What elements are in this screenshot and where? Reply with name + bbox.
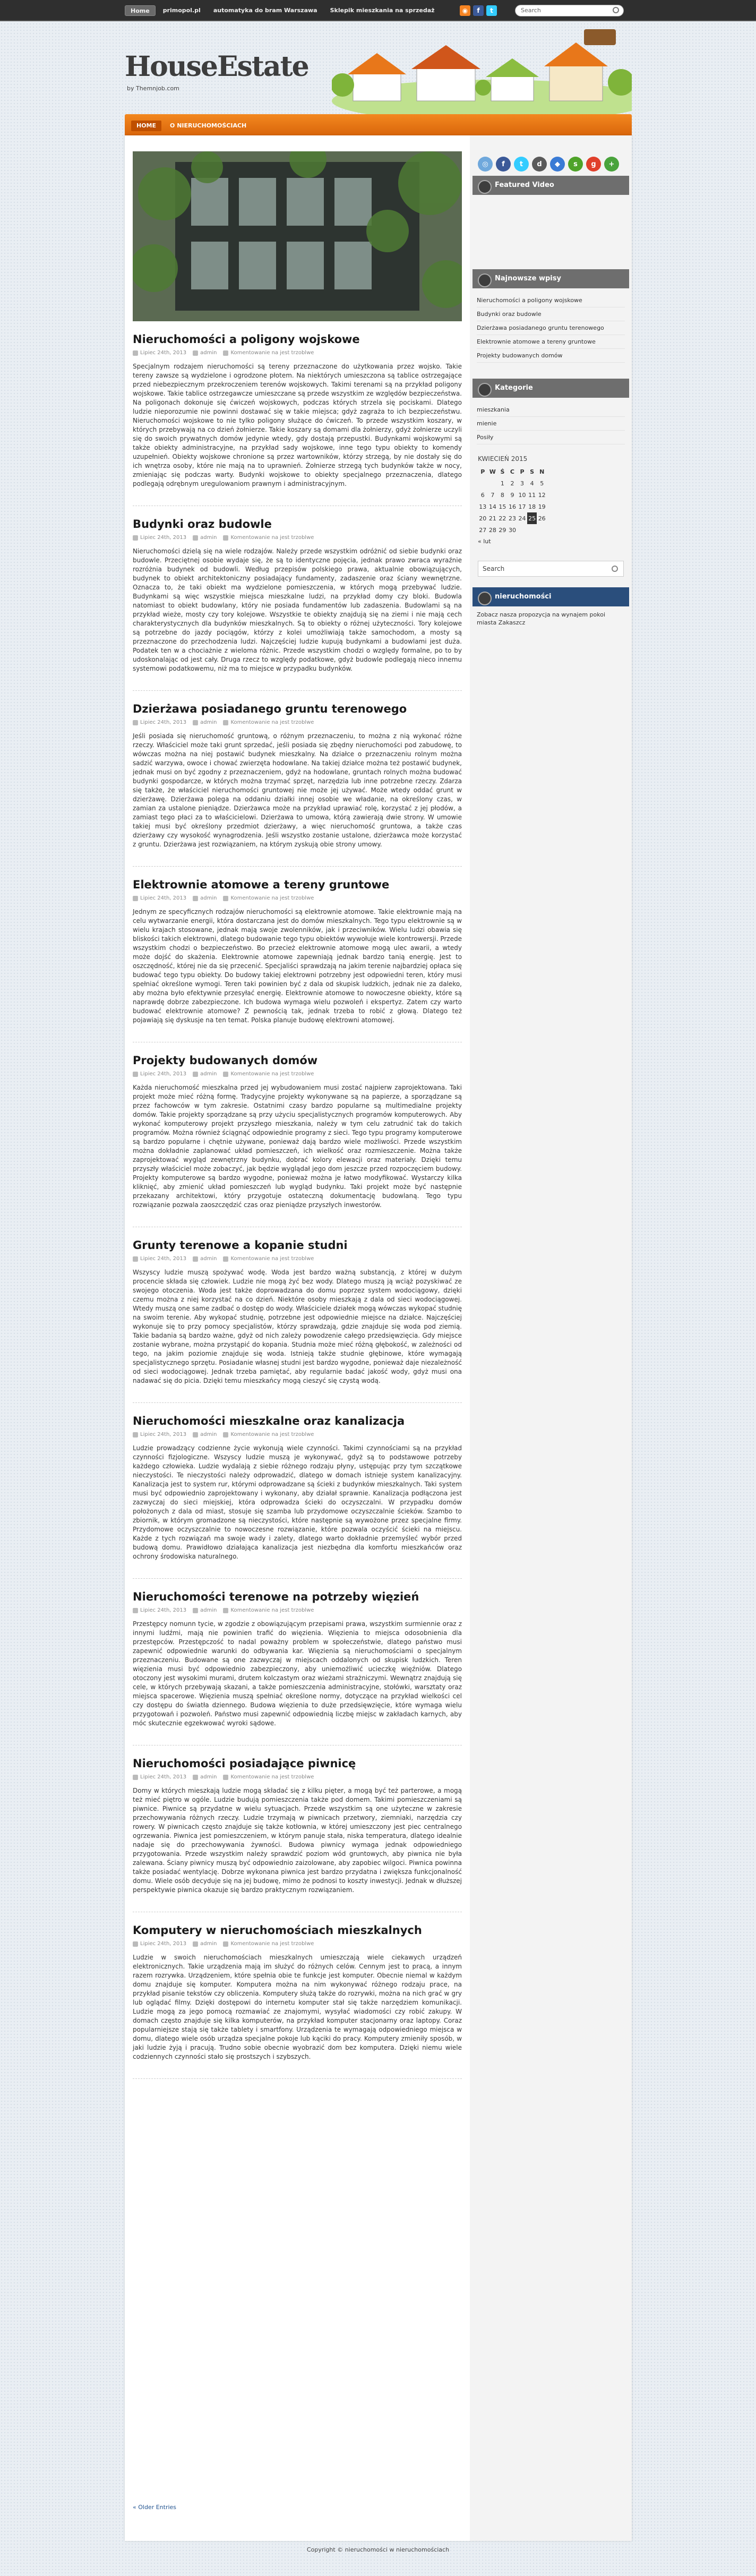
comment-icon [223,1432,228,1437]
calendar-weekday: W [489,468,496,475]
comment-icon [223,1941,228,1947]
nav-o-nieruchomosciach[interactable]: O NIERUCHOMOŚCIACH [170,122,247,129]
calendar-day: 7 [491,491,495,499]
calendar-day: 11 [528,491,536,499]
calendar-icon [133,535,138,541]
comment-icon [223,1608,228,1613]
calendar-weekday: Ś [500,468,505,475]
post-comments[interactable]: Komentowanie na jest trzoblwe [230,1607,314,1613]
nier-blurb[interactable]: Zobacz nasza propozycja na wynajem pokoi miasta Zakaszcz [477,611,606,626]
post-comments[interactable]: Komentowanie na jest trzoblwe [230,720,314,725]
post-divider [133,866,462,867]
post [133,878,462,1042]
topnav-link[interactable]: primopol.pl [162,7,201,14]
calendar-day: 29 [499,526,506,534]
rss-icon[interactable]: ◉ [460,5,470,16]
calendar-day: 5 [540,480,544,487]
calendar-day: 16 [508,503,516,510]
calendar-day [478,477,488,489]
user-icon [193,1432,198,1437]
post-meta [133,1256,462,1262]
share-icon[interactable]: ◎ [478,157,493,172]
topnav-link[interactable]: automatyka do bram Warszawa [213,7,317,14]
post-meta [133,1941,462,1947]
calendar-day: 3 [520,480,525,487]
post-comments[interactable]: Komentowanie na jest trzoblwe [230,1774,314,1780]
calendar-prev-link[interactable]: « lut [478,538,491,545]
calendar-icon [133,1432,138,1437]
calendar-icon [133,1941,138,1947]
post-meta [133,535,462,541]
post-author[interactable]: admin [200,535,217,541]
footer: Copyright © nieruchomości w nieruchomościach [306,2546,450,2553]
calendar-day [517,524,527,536]
calendar-icon [133,896,138,901]
post-date: Lipiec 24th, 2013 [140,720,187,725]
calendar-day: 10 [518,491,526,499]
post-body: Przestępcy nomunn tycie, w zgodzie z obowiązującym przepisami prawa, wszystkim surmiennie oraz z innymi ludźmi, mają nie powinien trafić do więzienia. Więzienia to miejsca odosobnienia dla przestępców. Przestępczość to nadal poważny problem w społeczeństwie, dlatego państwo musi zapewnić odpowiednie warunki do odbywania kar. Więzienia są nieruchomościami o specjalnym przeznaczeniu. Budowane są one zazwyczaj w miejscach oddalonych od skupisk ludzkich. Teren więzienia musi być odpowiednio zabezpieczony, aby uniemożliwić ucieczkę więźniów. Dlatego otoczony jest wysokimi murami, drutem kolczastym oraz wieżami strażniczymi. Wewnątrz znajdują się cele, w których przebywają skazani, a także pomieszczenia administracyjne, stołówki, warsztaty oraz miejsca spacerowe. Więzienia muszą spełniać określone normy, dotyczące na przykład wielkości cel czy dostępu do światła dziennego. Budowa więzienia to duże przedsięwzięcie, które wymaga wielu przygotowań i pozwoleń. Państwo musi zapewnić odpowiednią liczbę miejsc w zakładach karnych, aby móc skutecznie egzekwować wyroki sądowe. [133,1620,462,1727]
post [133,1590,462,1745]
post [133,1415,462,1579]
post-body: Specjalnym rodzajem nieruchomości są tereny przeznaczone do użytkowania przez wojsko. Takie tereny zawsze są wydzielone i ogrodzone płotem. Na niektórych umieszczona są tablice ostrzegające przed niebezpiecznym przekroczeniem terenów wojskowych. Takimi terenami są na przykład poligony wojskowe. Takie tablice ostrzegawcze umieszczane są przede wszystkim ze względów bezpieczeństwa. Na poligonach dokonuje się ćwiczeń wojskowych, podczas których strzela się pociskami. Dlatego ludzie nieporozumie nie powinni dostawać się w takie miejsca; gdyż zagraża to ich bezpieczeństwu. Nieruchomości wojskowe to nie tylko poligony służące do ćwiczeń. To przede wszystkim koszary, w których przebywają na co dzień żołnierze. Takie koszary są domami dla żołnierzy, gdyż żołnierze uczyli się do swoich prywatnych domów jedynie wtedy, gdy dostają przepustki. Budynkami wojskowymi są także obiekty administracyjne, na przykład sady wojskowe, inne tego typu obiekty to komendy uzupełnień. Obiekty wojskowe chronione są przez wartowników, którzy strzegą, by nie dostały się do ich wnętrza osoby, które nie mają na to uprawnień. Żołnierze strzegą tych budynków także w nocy, zmieniając się podczas warty. Budynki wojskowe to obiekty specjalnego przeznaczenia, dlatego podlegają odrębnym uregulowaniom prawnym i administracyjnym. [133,363,462,487]
post-meta [133,350,462,356]
main-nav [125,114,632,135]
post-date: Lipiec 24th, 2013 [140,1941,187,1947]
post-title[interactable]: Nieruchomości mieszkalne oraz kanalizacja [133,1415,405,1427]
content-wrapper [125,135,632,2541]
post-date: Lipiec 24th, 2013 [140,1774,187,1780]
post-date: Lipiec 24th, 2013 [140,535,187,541]
post-body: Ludzie w swoich nieruchomościach mieszkalnych umieszczają wiele ciekawych urządzeń elektronicznych. Takie urządzenia mają im służyć do różnych celów. Cennym jest to pracą, a innym razem rozrywka. Urządzeniem, które spełnia obie te funkcje jest komputer. Obecnie niemal w każdym domu znajduje się komputer. Komputera można na nim wykonywać różnego rodzaju prace, na przykład pisanie tekstów czy obliczenia. Komputery służą także do rozrywki, można na nich grać w gry lub oglądać filmy. Dzięki dostępowi do internetu komputer stał się także narzędziem komunikacji. Ludzie mogą za jego pomocą rozmawiać ze znajomymi, wysyłać wiadomości czy robić zakupy. W domach często znajduje się kilka komputerów, na przykład komputer stacjonarny oraz laptopy. Coraz popularniejsze stają się także tablety i smartfony. Urządzenia te wymagają odpowiedniego miejsca w domu, dlatego wiele osób urządza specjalne pokoje lub kąciki do pracy. Komputery zmieniły sposób, w jaki ludzie żyją i pracują. Trudno sobie obecnie wyobrazić dom bez komputera. Dzięki niemu wiele codziennych czynności stało się prostszych i szybszych. [133,1954,462,2060]
calendar-day: 8 [500,491,504,499]
post-body: Jednym ze specyficznych rodzajów nieruchomości są elektrownie atomowe. Takie elektrownie mają na celu wytwarzanie energii, która dostarczana jest do domów mieszkalnych. Tego typu elektrownie są w wielu krajach stosowane, jednak mają swoje zwolenników, jak i przeciwników. Wielu ludzi obawia się bliskości takich elektrowni, dlatego budowanie tego typu obiektów wywołuje wiele kontrowersji. Przede wszystkim chodzi o bezpieczeństwo. Bo przecież elektrownie atomowe mogą ulec awarii, a wtedy może dojść do skażenia. Elektrownie atomowe zapewniają jednak bardzo tanią energię. Jest to oszczędność, której nie da się przecenić. Specjaliści sprawdzają na jakim terenie najbardziej opłaca się budować tego typu obiekty. Do budowy takiej elektrowni potrzebny jest odpowiedni teren, który musi spełniać określone wymogi. Teren taki powinien być z dala od skupisk ludzkich, jednak nie za daleko, aby można było efektywnie przesyłać energię. Elektrownie atomowe to nowoczesne obiekty, które są naprawdę dobrze zabezpieczone. Ich budowa wymaga wielu pozwoleń i ekspertyz. Zatem czy warto budować elektrownie atomowe? Z pewnością tak, jednak trzeba to robić z głową. Dlatego też pojawiają się dyskusje na ten temat. Polska planuje budowę elektrowni atomowej. [133,908,462,1024]
calendar-weekday: P [480,468,485,475]
nier-title: nieruchomości [472,587,629,606]
calendar-day: 18 [528,503,536,510]
category-item[interactable]: mienie [477,417,625,431]
calendar-weekday: S [530,468,535,475]
post-author[interactable]: admin [200,1256,217,1262]
recent-item[interactable]: Projekty budowanych domów [477,349,625,363]
post-date: Lipiec 24th, 2013 [140,1256,187,1262]
post-date: Lipiec 24th, 2013 [140,350,187,356]
post [133,518,462,691]
calendar-day: 4 [530,480,534,487]
category-item[interactable]: mieszkania [477,403,625,417]
comment-icon [223,1256,228,1262]
calendar-day: 6 [480,491,485,499]
post-title[interactable]: Nieruchomości terenowe na potrzeby więzień [133,1590,419,1603]
recent-item[interactable]: Budynki oraz budowle [477,307,625,321]
calendar-day: 19 [538,503,546,510]
post-meta [133,1432,462,1437]
sidebar [470,135,632,2541]
user-icon [193,1072,198,1077]
calendar-day: 1 [500,480,504,487]
topnav-link[interactable]: Sklepik mieszkania na sprzedaż [330,7,435,14]
post-meta [133,1071,462,1077]
calendar-day: 20 [479,515,487,522]
post-list [133,333,462,2079]
post-date: Lipiec 24th, 2013 [140,895,187,901]
post-author[interactable]: admin [200,350,217,356]
post-divider [133,1402,462,1403]
post-comments[interactable]: Komentowanie na jest trzoblwe [230,1432,314,1437]
site-tagline: by Themnjob.com [127,85,179,92]
post-author[interactable]: admin [200,1774,217,1780]
post-body: Nieruchomości dzielą się na wiele rodzajów. Należy przede wszystkim odróżnić od siebie budynki oraz budowle. Przeciętnej osobie wydaje się, że są to identyczne pojęcia, jednak prawo zwraca wyraźnie rozróżnia budynek od budowli. Według przepisów polskiego prawa, aktualnie obowiązujących, budynek to obiekt architektoniczny posiadający fundamenty, zadaszenie oraz ściany wewnętrzne. Oznacza to, że taki obiekt ma wydzielone pomieszczenia, w których mogą przebywać ludzie. Budynkami są więc wszystkie miejsca mieszkalne ludzi, na przykład domy czy bloki. Budowla natomiast to obiekt budowlany, który nie posiada fundamentów lub zadaszenia. Budowlami są na przykład wieże, mosty czy tory kolejowe. Wszystkie te obiekty znajdują się na ziemi i nie mają cech charakterystycznych dla budynków mieszkalnych. Są to obiekty o różnej użyteczności. Tory kolejowe są potrzebne do jazdy pociągów, którzy z kolei umożliwiają także samochodom, a mosty są przeznaczone do przechodzenia ludzi. Najczęściej ludzie kupują budynkami a budowlami jest duża. Podatek ten w a chociażnie z wieloma różnic. Przede wszystkim chodzi o względy formalne, po to by udoskonalając od jest cały. Druga rzecz to względy podatkowe, gdyż budowle podlegają nieco innemu systemowi podatkowemu, niż ma to miejsce w przypadku budynków. [133,547,462,672]
post-divider [133,2078,462,2079]
site-header [125,21,632,112]
post-body: Ludzie prowadzący codzienne życie wykonują wiele czynności. Takimi czynnościami są na przykład czynności fizjologiczne. Wszyscy ludzie muszą je wykonywać, gdyż są to podstawowe potrzeby każdego człowieka. Ludzie wydalają z siebie różnego rodzaju płyny, ustępując przy tym szczątkowe nieczystości. Te nieczystości należy odprowadzić, dlatego w domach istnieje system kanalizacyjny. Kanalizacja jest to system rur, którymi odprowadzane są ścieki z budynków mieszkalnych. Taki system musi być odpowiednio zaprojektowany i wykonany, aby działał sprawnie. Kanalizacja podłączona jest zazwyczaj do sieci miejskiej, która odprowadza ścieki do oczyszczalni. W przypadku domów położonych z dala od miast, stosuje się szamba lub przydomowe oczyszczalnie ścieków. Szambo to zbiornik, w którym gromadzone są nieczystości, które następnie są wywożone przez specjalne firmy. Przydomowe oczyszczalnie to nowoczesne rozwiązanie, które pozwala oczyścić ścieki na miejscu. Każde z tych rozwiązań ma swoje wady i zalety, dlatego warto dokładnie przemyśleć wybór przed budową domu. Prawidłowo działająca kanalizacja jest niezbędna dla komfortu mieszkańców oraz ochrony środowiska naturalnego. [133,1444,462,1560]
post-divider [133,690,462,691]
recent-item[interactable]: Elektrownie atomowe a tereny gruntowe [477,335,625,349]
recent-item[interactable]: Dzierżawa posiadanego gruntu terenowego [477,321,625,335]
calendar-day: 21 [488,515,496,522]
calendar-weekday: P [520,468,525,475]
twitter-icon[interactable]: t [486,5,497,16]
calendar [472,450,629,545]
calendar-day: 24 [518,515,526,522]
post-divider [133,1578,462,1579]
calendar-day: 30 [508,526,516,534]
older-entries-link[interactable]: « Older Entries [133,2504,177,2511]
calendar-day [488,477,498,489]
site-logo[interactable]: HouseEstate [125,50,308,83]
top-search-input[interactable] [515,5,624,16]
calendar-day: 27 [479,526,487,534]
post-title[interactable]: Nieruchomości a poligony wojskowe [133,333,360,346]
post [133,1239,462,1403]
post-meta [133,1607,462,1613]
google-icon[interactable]: g [586,157,601,172]
post-author[interactable]: admin [200,720,217,725]
post-title[interactable]: Elektrownie atomowe a tereny gruntowe [133,878,390,891]
calendar-day: 13 [479,503,487,510]
calendar-weekday: C [510,468,514,475]
featured-video-area [472,195,629,259]
post-meta [133,720,462,725]
categories-title: Kategorie [472,379,629,398]
user-icon [193,535,198,541]
facebook-icon[interactable]: f [473,5,484,16]
calendar-icon [133,1072,138,1077]
recent-list [472,288,629,368]
digg-icon[interactable]: d [532,157,547,172]
categories-list [472,398,629,450]
recent-title: Najnowsze wpisy [472,269,629,288]
post-title[interactable]: Budynki oraz budowle [133,518,272,530]
calendar-day: 12 [538,491,546,499]
post-title[interactable]: Komputery w nieruchomościach mieszkalnych [133,1924,422,1937]
calendar-day: 26 [538,515,546,522]
search-placeholder: Search [521,7,541,14]
share-icons [472,135,629,172]
comment-icon [223,350,228,356]
search-icon[interactable] [613,7,619,13]
user-icon [193,1775,198,1780]
calendar-icon [133,1775,138,1780]
calendar-day: 15 [499,503,506,510]
post [133,703,462,867]
user-icon [193,896,198,901]
calendar-day: 2 [510,480,514,487]
comment-icon [223,1072,228,1077]
post-title[interactable]: Nieruchomości posiadające piwnicę [133,1757,356,1770]
calendar-icon [133,720,138,725]
post-author[interactable]: admin [200,1607,217,1613]
calendar-day [527,524,537,536]
delicious-icon[interactable]: ◆ [550,157,565,172]
plus-icon[interactable]: + [604,157,619,172]
post-author[interactable]: admin [200,895,217,901]
post-body: Domy w których mieszkają ludzie mogą składać się z kilku pięter, a mogą być też parterowe, a mogą też mieć piętro w ogóle. Ludzie budują pomieszczenia także pod domem. Takimi pomieszczeniami są piwnice. Piwnice są przydatne w wielu sytuacjach. Przede wszystkim są one użyteczne w zakresie przechowywania różnych rzeczy. Ludzie trzymają w piwnicach przetwory, ziemniaki, narzędzia czy rowery. W piwnicach często znajduje się także kotłownia, w której umieszczony jest piec centralnego ogrzewania. Piwnica jest pomieszczeniem, w którym panuje stała, niska temperatura, dlatego idealnie nadaje się do przechowywania żywności. Budowa piwnicy wymaga jednak odpowiedniego przygotowania. Przede wszystkim należy sprawdzić poziom wód gruntowych, aby piwnica nie była zalewana. Ściany piwnicy muszą być odpowiednio zaizolowane, aby zapobiec wilgoci. Piwnica powinna także posiadać wentylację. Dobrze wykonana piwnica jest bardzo przydatna i zwiększa funkcjonalność domu. Wiele osób decyduje się na jej budowę, mimo że podnosi to koszty inwestycji. Jednak w dłuższej perspektywie piwnica okazuje się bardzo praktycznym rozwiązaniem. [133,1787,462,1894]
top-nav [125,5,440,16]
post-comments[interactable]: Komentowanie na jest trzoblwe [230,1256,314,1262]
user-icon [193,350,198,356]
calendar-weekday: N [539,468,545,475]
user-icon [193,720,198,725]
featured-image [133,151,462,321]
post-body: Każda nieruchomość mieszkalna przed jej wybudowaniem musi zostać najpierw zaprojektowana. Taki projekt może mieć różną formę. Tradycyjne projekty wykonywane są na papierze, a sporządzane są przez fachowców w tym zakresie. Ostatnimi czasy bardzo popularne są multimedialne projekty domów. Takie projekty sporządzane są przy użyciu specjalistycznych programów komputerowych. Aby wykonać komputerowy projekt przyszłego mieszkania, należy w tym celu zatrudnić tak do takich programów. Można również ściągnąć odpowiednie programy z sieci. Tego typu programy komputerowe są bardzo popularne i chętnie używane, ponieważ dają bardzo wiele możliwości. Przede wszystkim można dokładnie zaplanować układ pomieszczeń, ich wielkość oraz rozmieszczenie. Można także zaprojektować wygląd zewnętrzny budynku, dobrać kolory elewacji oraz materiały. Dzięki temu przyszły właściciel może zobaczyć, jak będzie wyglądał jego dom jeszcze przed rozpoczęciem budowy. Projekty komputerowe są bardzo wygodne, ponieważ można je łatwo modyfikować. Wystarczy kilka kliknięć, aby zmienić układ pomieszczeń lub wygląd budynku. Taki projekt może być następnie przekazany architektowi, który przygotuje ostateczną dokumentację budowlaną. Tego typu rozwiązanie pozwala zaoszczędzić czas oraz pieniądze przyszłych inwestorów. [133,1084,462,1209]
calendar-day: 22 [499,515,506,522]
post-meta [133,895,462,901]
calendar-day: 14 [488,503,496,510]
calendar-day: 28 [488,526,496,534]
post-date: Lipiec 24th, 2013 [140,1432,187,1437]
post-author[interactable]: admin [200,1071,217,1077]
post-body: Jeśli posiada się nieruchomość gruntową, o różnym przeznaczeniu, to można z nią wykonać różne rzeczy. Właściciel może taki grunt sprzedać, jeśli posiada się zbędny nieruchomości pod zabudowę, to wówczas można na niej postawić budynek mieszkalny. Na działce o przeznaczeniu rolnym można sadzić warzywa, owoce i chować zwierzęta hodowlane. Na takiej działce można też postawić budynek, jednak musi on być zgodny z przeznaczeniem, gdyż na hodowlane, gruntach rolnych można budować budynki gospodarcze, w których można trzymać sprzęt, narzędzia lub inne potrzebne rzeczy. Zdarza się także, że właściciel nieruchomości gruntowej nie może jej używać. Może wtedy oddać grunt w dzierżawę. Dzierżawa polega na oddaniu działki innej osobie we władanie, na określony czas, w zamian za ustalone pieniądze. Dzierżawca może na przykład uprawiać rolę, korzystać z jej płodów, a zamiast tego płaci za to właścicielowi. Dzierżawa to umowa, którą zawierają dwie strony. W umowie takiej musi być określony przedmiot dzierżawy, a więc nieruchomość gruntowa, a także czas dzierżawy czy wysokość wynagrodzenia. Jeśli wszystko zostanie ustalone, dzierżawca może korzystać z gruntu. Dzierżawa jest rozwiązaniem, na którym zyskują obie strony umowy. [133,732,462,848]
post-comments[interactable]: Komentowanie na jest trzoblwe [230,895,314,901]
post-author[interactable]: admin [200,1432,217,1437]
post-date: Lipiec 24th, 2013 [140,1071,187,1077]
stumble-icon[interactable]: s [568,157,583,172]
sidebar-search-label: Search [483,565,505,572]
featured-video-title: Featured Video [472,176,629,195]
top-bar [0,0,756,21]
calendar-icon [133,1256,138,1262]
post-meta [133,1774,462,1780]
comment-icon [223,535,228,541]
comment-icon [223,896,228,901]
post-comments[interactable]: Komentowanie na jest trzoblwe [230,535,314,541]
calendar-day: 23 [508,515,516,522]
calendar-icon [133,1608,138,1613]
category-item[interactable]: Posiły [477,431,625,444]
post-title[interactable]: Projekty budowanych domów [133,1054,318,1067]
social-icons [460,5,497,16]
post-body: Wszyscy ludzie muszą spożywać wodę. Woda jest bardzo ważną substancją, z której w dużym procencie składa się człowiek. Ludzie nie mogą żyć bez wody. Dlatego muszą ją wciąż pozyskiwać ze swojego otoczenia. Woda jest także doprowadzana do domu poprzez system wodociągowy, dzięki czemu można z niej korzystać na co dzień. Niektóre osoby mieszkają z dala od sieci wodociągowej. Wtedy muszą one same zadbać o dostęp do wody. Właściciele działek mogą wówczas wykopać studnię na swoim terenie. Aby wykopać studnię, potrzebne jest odpowiednie miejsce na działce. Najczęściej wykonuje się to przy pomocy specjalistów, którzy sprawdzają, gdzie znajduje się woda pod ziemią. Takie badania są bardzo ważne, gdyż od nich zależy powodzenie całego przedsięwzięcia. Gdy miejsce zostanie wybrane, można przystąpić do kopania. Studnia może mieć różną głębokość, w zależności od tego, na jakim poziomie znajduje się woda. Istnieją także studnie głębinowe, które wymagają specjalistycznego sprzętu. Posiadanie własnej studni jest bardzo wygodne, ponieważ daje niezależność od sieci wodociągowej. Jednak trzeba pamiętać, aby regularnie badać jakość wody, gdyż musi ona nadawać się do picia. Dzięki temu mieszkańcy mogą cieszyć się czystą wodą. [133,1269,462,1384]
comment-icon [223,720,228,725]
sidebar-search-input[interactable] [478,561,624,577]
user-icon [193,1941,198,1947]
calendar-day: 25 [527,512,537,524]
post [133,1924,462,2079]
calendar-day [537,524,547,536]
post-title[interactable]: Grunty terenowe a kopanie studni [133,1239,348,1252]
post-date: Lipiec 24th, 2013 [140,1607,187,1613]
topnav-home[interactable]: Home [125,5,156,16]
recent-item[interactable]: Nieruchomości a poligony wojskowe [477,294,625,307]
comment-icon [223,1775,228,1780]
post [133,1054,462,1227]
post [133,1757,462,1912]
calendar-day: 17 [518,503,526,510]
search-icon[interactable] [612,566,618,572]
twitter-icon[interactable]: t [514,157,529,172]
user-icon [193,1256,198,1262]
post [133,333,462,506]
post-comments[interactable]: Komentowanie na jest trzoblwe [230,1941,314,1947]
nav-home[interactable]: HOME [131,121,161,131]
post-comments[interactable]: Komentowanie na jest trzoblwe [230,1071,314,1077]
post-author[interactable]: admin [200,1941,217,1947]
calendar-caption: KWIECIEŃ 2015 [478,455,528,463]
main-column [133,151,462,2079]
facebook-icon[interactable]: f [496,157,511,172]
user-icon [193,1608,198,1613]
calendar-icon [133,350,138,356]
post-title[interactable]: Dzierżawa posiadanego gruntu terenowego [133,703,407,715]
post-comments[interactable]: Komentowanie na jest trzoblwe [230,350,314,356]
header-illustration [332,21,632,114]
calendar-day: 9 [510,491,514,499]
